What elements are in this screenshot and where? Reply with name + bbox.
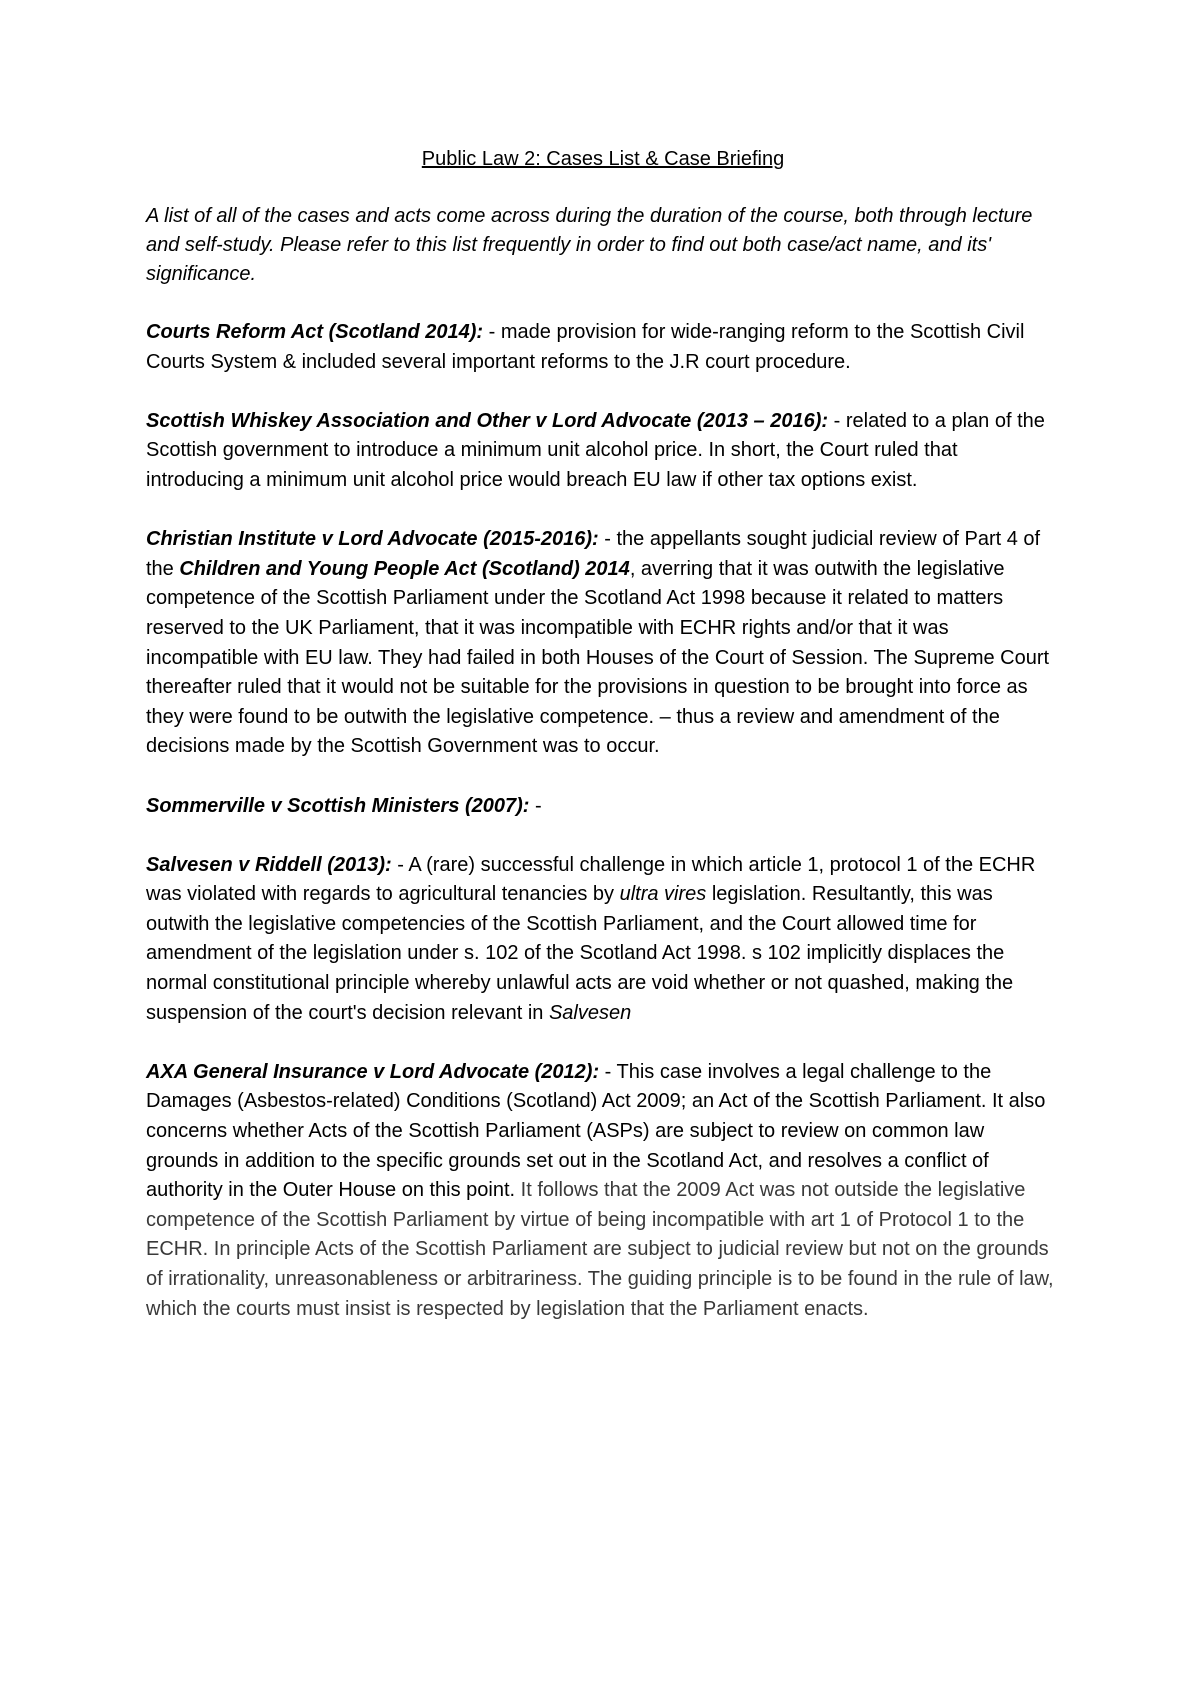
case-description-part-a: - A (rare) successful challenge in which article 1, protocol 1 of the ECHR was violated with regards to agricultural tenancies by bbox=[146, 853, 1036, 906]
latin-term: ultra vires bbox=[619, 883, 707, 906]
case-description-part-a: - the appellants sought judicial review of Part 4 of the bbox=[146, 528, 1041, 580]
case-description-part-b: legislation. Resultantly, this was outwith the legislative competencies of the Scottish Parliament, and the Court allowed time for amendment of the legislation under s. 102 of the Scotland Act 1998. s 102 implicitly displaces the normal constitutional principle whereby unlawful acts are void whether or not quashed, making the suspension of the court's decision relevant in bbox=[146, 883, 1014, 1024]
case-entry-axa-general-insurance bbox=[146, 1058, 1060, 1324]
case-description-part-a: - This case involves a legal challenge to the Damages (Asbestos-related) Conditions (Scotland) Act 2009; an Act of the Scottish Parliament. It also concerns whether Acts of the Scottish Parliament (ASPs) are subject to review on common law grounds in addition to the specific grounds set out in the Scotland Act, and resolves a conflict of authority in the Outer House on this point. bbox=[146, 1060, 1046, 1202]
case-name: Salvesen v Riddell (2013): bbox=[146, 853, 392, 876]
case-name: Sommerville v Scottish Ministers (2007): bbox=[146, 794, 530, 817]
case-description: - bbox=[529, 794, 542, 817]
case-entry-scottish-whiskey-association bbox=[146, 407, 1060, 496]
document-title: Public Law 2: Cases List & Case Briefing bbox=[421, 148, 785, 170]
case-entry-courts-reform-act bbox=[146, 318, 1060, 377]
case-name: Scottish Whiskey Association and Other v Lord Advocate (2013 – 2016): bbox=[146, 409, 829, 432]
case-entry-sommerville bbox=[146, 792, 1060, 822]
document-intro: A list of all of the cases and acts come across during the duration of the course, both through lecture and self-study. Please refer to this list frequently in order to find out both case/act name, and its' significance. bbox=[146, 205, 1033, 285]
case-reference: Salvesen bbox=[548, 1001, 632, 1024]
cited-act: Children and Young People Act (Scotland) 2014 bbox=[179, 557, 630, 580]
case-description: - related to a plan of the Scottish government to introduce a minimum unit alcohol price. In short, the Court ruled that introducing a minimum unit alcohol price would breach EU law if other tax options exist. bbox=[146, 409, 1045, 491]
case-name: Courts Reform Act (Scotland 2014): bbox=[146, 321, 484, 343]
case-description-part-b: It follows that the 2009 Act was not outside the legislative competence of the Scottish Parliament by virtue of being incompatible with art 1 of Protocol 1 to the ECHR. In principle Acts of the Scottish Parliament are subject to judicial review but not on the grounds of irrationality, unreasonableness or arbitrariness. The guiding principle is to be found in the rule of law, which the courts must insist is respected by legislation that the Parliament enacts. bbox=[146, 1179, 1054, 1320]
case-description-part-b: , averring that it was outwith the legislative competence of the Scottish Parliament under the Scotland Act 1998 because it related to matters reserved to the UK Parliament, that it was incompatible with ECHR rights and/or that it was incompatible with EU law. They had failed in both Houses of the Court of Session. The Supreme Court thereafter ruled that it would not be suitable for the provisions in question to be brought into force as they were found to be outwith the legislative competence. – thus a review and amendment of the decisions made by the Scottish Government was to occur. bbox=[146, 557, 1050, 758]
case-name: AXA General Insurance v Lord Advocate (2012): bbox=[146, 1060, 600, 1083]
case-description: - made provision for wide-ranging reform to the Scottish Civil Courts System & included several important reforms to the J.R court procedure. bbox=[146, 321, 1025, 373]
case-name: Christian Institute v Lord Advocate (2015-2016): bbox=[146, 528, 599, 551]
case-entry-christian-institute bbox=[146, 525, 1060, 762]
case-entry-salvesen-v-riddell bbox=[146, 851, 1060, 1029]
